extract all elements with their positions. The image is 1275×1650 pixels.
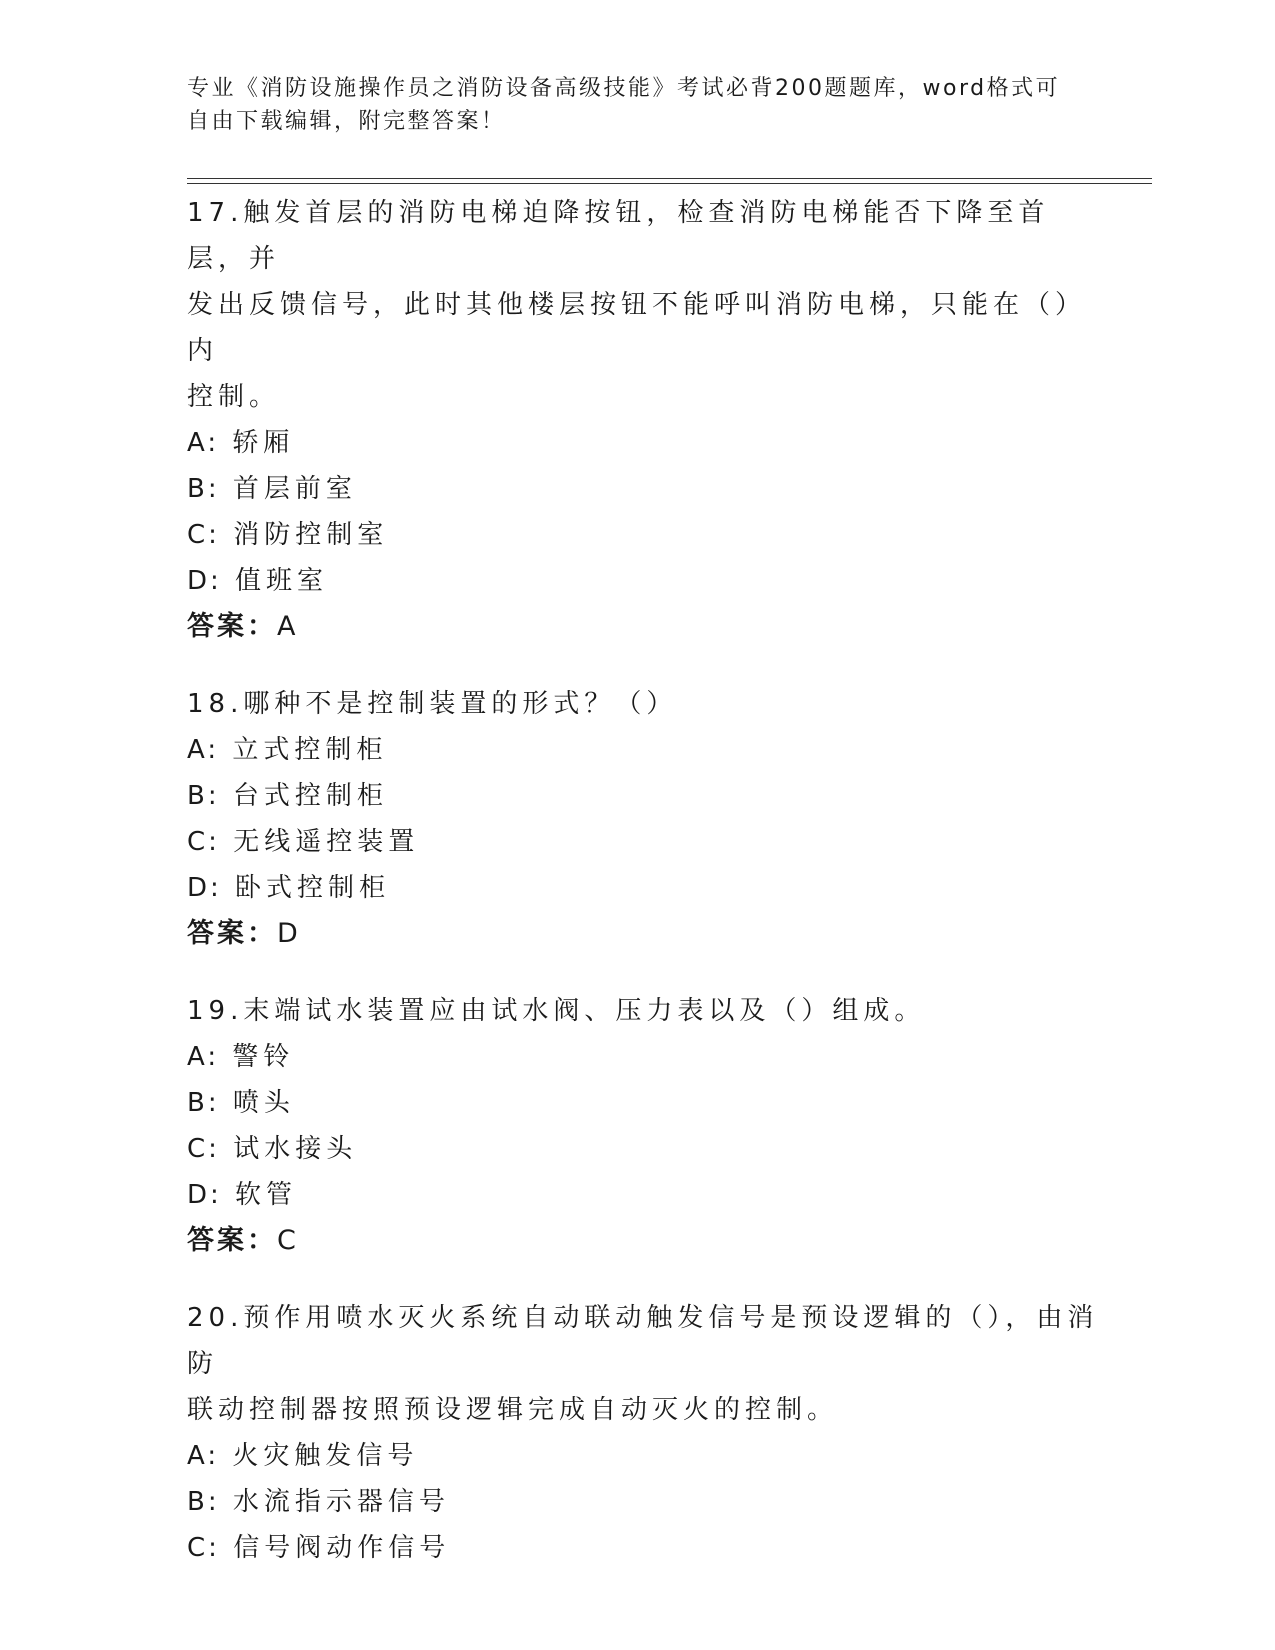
option-text: 立式控制柜 (232, 735, 388, 765)
option-c (187, 1525, 1107, 1571)
option-a (187, 420, 1107, 466)
option-text: 火灾触发信号 (232, 1441, 419, 1471)
question-list (187, 190, 1107, 1602)
question-20 (187, 1295, 1107, 1571)
option-letter: C: (187, 1533, 220, 1563)
option-letter: C: (187, 520, 220, 550)
option-letter: D: (187, 873, 222, 903)
option-text: 消防控制室 (233, 520, 389, 550)
question-text-line: 联动控制器按照预设逻辑完成自动灭火的控制。 (187, 1395, 839, 1425)
question-19 (187, 988, 1107, 1264)
answer-value: A (277, 611, 299, 642)
header-line-1: 专业《消防设施操作员之消防设备高级技能》考试必背200题题库，word格式可 (187, 76, 1061, 101)
question-text-line: 20.预作用喷水灭火系统自动联动触发信号是预设逻辑的（），由消防 (187, 1303, 1099, 1379)
option-a (187, 727, 1107, 773)
question-17 (187, 190, 1107, 650)
option-text: 试水接头 (233, 1134, 358, 1164)
option-c (187, 819, 1107, 865)
option-text: 轿厢 (232, 428, 295, 458)
option-text: 警铃 (232, 1042, 295, 1072)
option-text: 软管 (235, 1180, 298, 1210)
question-text-line: 17.触发首层的消防电梯迫降按钮，检查消防电梯能否下降至首层，并 (187, 198, 1050, 274)
option-letter: B: (187, 474, 220, 504)
header-divider-top (187, 178, 1152, 179)
answer-value: D (277, 918, 301, 949)
header-divider-bottom (187, 183, 1152, 184)
option-letter: C: (187, 827, 220, 857)
option-letter: A: (187, 428, 220, 458)
option-letter: B: (187, 781, 220, 811)
option-b (187, 1479, 1107, 1525)
option-b (187, 1080, 1107, 1126)
answer-label: 答案： (187, 1225, 277, 1256)
option-letter: D: (187, 566, 222, 596)
question-text-line: 控制。 (187, 382, 281, 412)
document-header (187, 72, 1087, 138)
question-text (187, 190, 1107, 420)
question-text (187, 1295, 1107, 1433)
option-c (187, 512, 1107, 558)
question-text-line: 19.末端试水装置应由试水阀、压力表以及（）组成。 (187, 996, 926, 1026)
option-letter: D: (187, 1180, 222, 1210)
option-text: 台式控制柜 (232, 781, 388, 811)
answer-line (187, 1218, 1107, 1264)
answer-line (187, 911, 1107, 957)
option-d (187, 865, 1107, 911)
option-d (187, 1172, 1107, 1218)
option-text: 信号阀动作信号 (233, 1533, 451, 1563)
answer-label: 答案： (187, 918, 277, 949)
option-text: 水流指示器信号 (232, 1487, 450, 1517)
question-text-line: 18.哪种不是控制装置的形式？（） (187, 689, 678, 719)
option-letter: B: (187, 1088, 220, 1118)
option-a (187, 1034, 1107, 1080)
answer-line (187, 604, 1107, 650)
option-text: 卧式控制柜 (235, 873, 391, 903)
option-letter: C: (187, 1134, 220, 1164)
header-line-2: 自由下载编辑，附完整答案！ (187, 109, 506, 134)
question-text (187, 988, 1107, 1034)
option-b (187, 466, 1107, 512)
option-a (187, 1433, 1107, 1479)
option-letter: B: (187, 1487, 220, 1517)
question-18 (187, 681, 1107, 957)
answer-label: 答案： (187, 611, 277, 642)
question-text-line: 发出反馈信号，此时其他楼层按钮不能呼叫消防电梯，只能在（）内 (187, 290, 1087, 366)
option-text: 无线遥控装置 (233, 827, 420, 857)
question-text (187, 681, 1107, 727)
option-c (187, 1126, 1107, 1172)
option-b (187, 773, 1107, 819)
option-text: 值班室 (235, 566, 329, 596)
option-letter: A: (187, 1042, 220, 1072)
answer-value: C (277, 1225, 299, 1256)
option-d (187, 558, 1107, 604)
option-text: 首层前室 (232, 474, 357, 504)
option-letter: A: (187, 735, 220, 765)
option-letter: A: (187, 1441, 220, 1471)
option-text: 喷头 (232, 1088, 295, 1118)
